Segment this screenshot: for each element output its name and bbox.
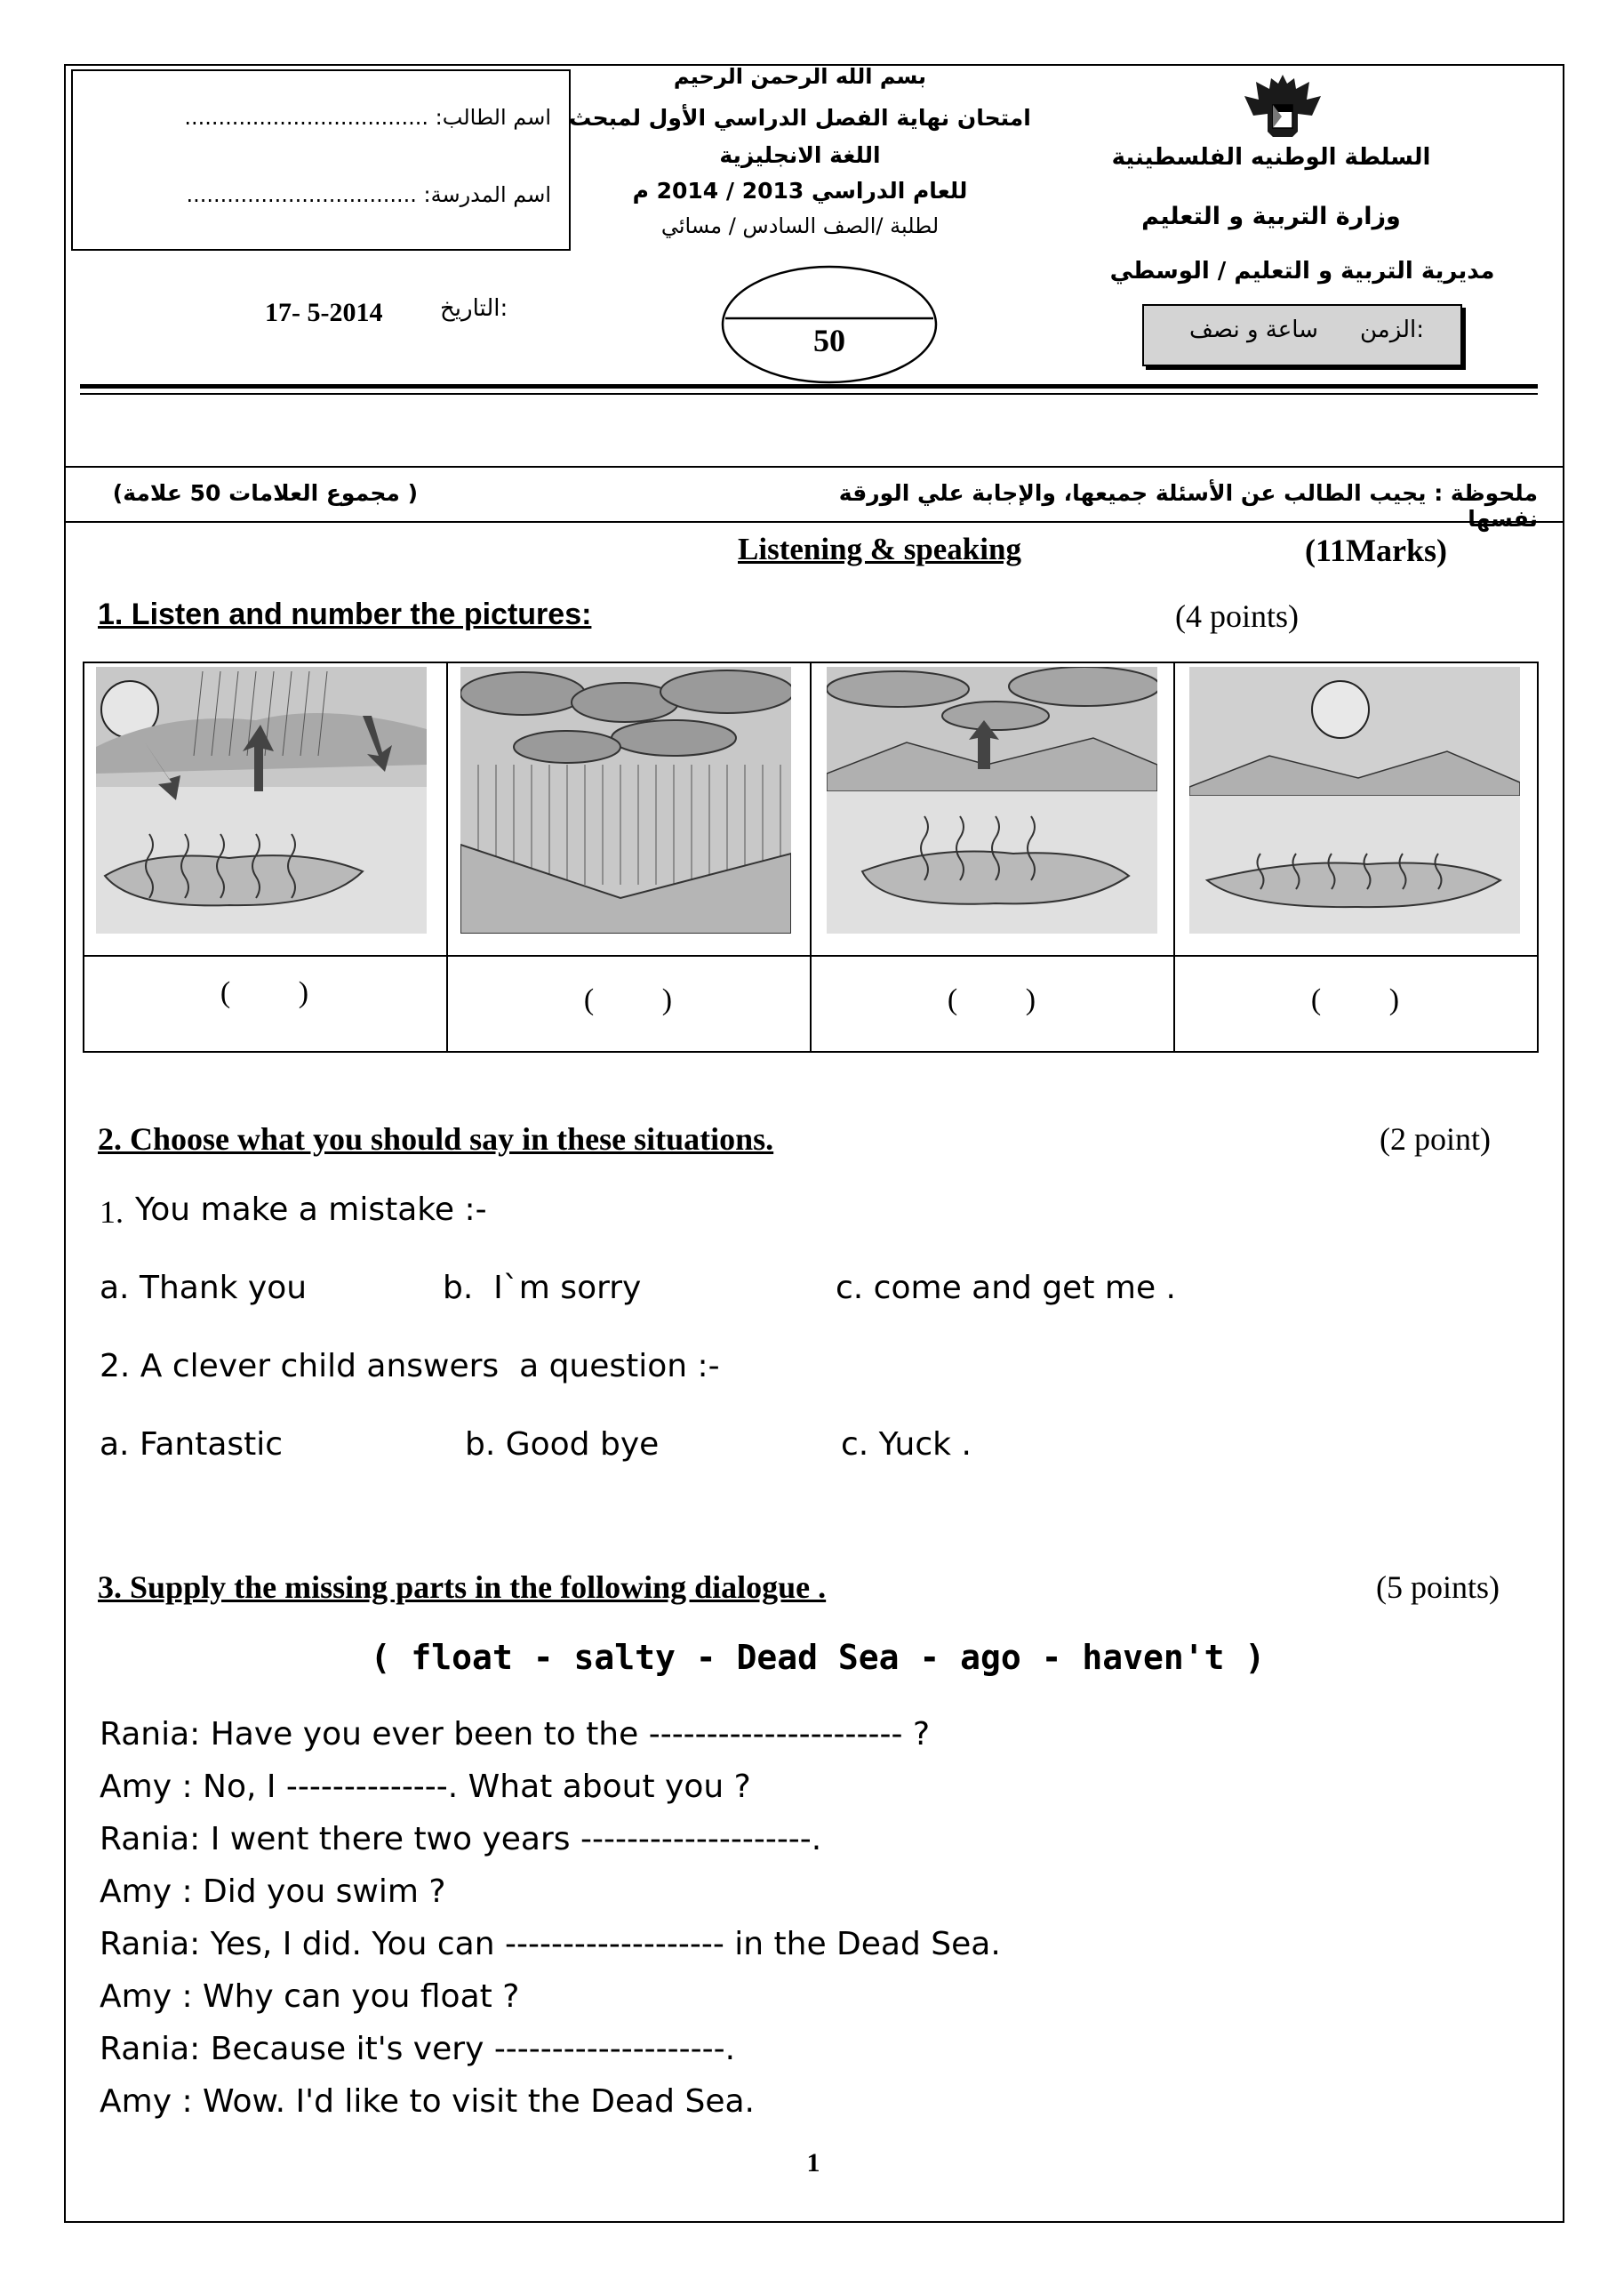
q2-item2-option-b[interactable]: b. Good bye (465, 1426, 660, 1463)
palestinian-eagle-emblem-icon (1243, 69, 1323, 142)
water-cycle-picture-3 (827, 667, 1157, 934)
q3-points: (5 points) (1376, 1569, 1500, 1605)
answer-slot-2[interactable]: ( ) (583, 983, 673, 1016)
q1-title: 1. Listen and number the pictures: (98, 598, 592, 631)
q2-points: (2 point) (1380, 1121, 1491, 1157)
q2-item1-number: 1. (100, 1194, 124, 1230)
answer-slot-1[interactable]: ( ) (220, 976, 309, 1009)
dialogue-line: Amy : Why can you float ? (100, 1978, 520, 2015)
word-bank: ( float - salty - Dead Sea - ago - haven't ) (370, 1638, 1266, 1677)
exam-title: امتحان نهاية الفصل الدراسي الأول لمبحث (569, 105, 1031, 131)
student-name-field[interactable]: اسم الطالب: .................................... (184, 105, 551, 130)
time-value: ساعة و نصف (1189, 317, 1318, 343)
grade: لطلبة /الصف السادس / مسائي (660, 213, 940, 238)
q2-item1-option-a[interactable]: a. Thank you (100, 1270, 308, 1306)
q1-points: (4 points) (1175, 598, 1299, 634)
date-label: التاريخ: (440, 295, 508, 322)
academic-year: للعام الدراسي 2013 / 2014 م (632, 178, 968, 204)
total-score: 50 (813, 323, 845, 358)
authority-name: السلطة الوطنيه الفلسطينية (1111, 144, 1431, 171)
header-rule-thin (80, 393, 1538, 395)
water-cycle-picture-1 (96, 667, 427, 934)
school-name-field[interactable]: اسم المدرسة: .................................. (186, 182, 551, 207)
basmala: بسم الله الرحمن الرحيم (673, 64, 927, 89)
water-cycle-picture-4 (1189, 667, 1520, 934)
total-marks-note: ( مجموع العلامات 50 علامة) (112, 480, 418, 506)
dialogue-line: Amy : Wow. I'd like to visit the Dead Sea. (100, 2083, 755, 2120)
dialogue-line: Rania: Have you ever been to the ---------------------- ? (100, 1716, 931, 1753)
note-top-rule (64, 466, 1563, 468)
section-title: Listening & speaking (738, 532, 1021, 566)
answer-slot-3[interactable]: ( ) (947, 983, 1036, 1016)
dialogue-line: Amy : Did you swim ? (100, 1873, 446, 1910)
q3-title: 3. Supply the missing parts in the following dialogue . (98, 1569, 827, 1605)
q2-item1-option-c[interactable]: c. come and get me . (836, 1270, 1176, 1306)
water-cycle-picture-2 (460, 667, 791, 934)
q2-item1-text: You make a mistake :- (135, 1191, 487, 1228)
time-label: الزمن: (1360, 317, 1424, 343)
dialogue-line: Rania: Because it's very --------------------. (100, 2031, 736, 2067)
instruction-note: ملحوظة : يجيب الطالب عن الأسئلة جميعها، والإجابة علي الورقة نفسها (838, 480, 1538, 532)
dialogue-line: Rania: I went there two years --------------------. (100, 1821, 822, 1857)
date-value: 17- 5-2014 (265, 298, 383, 327)
page-number: 1 (806, 2148, 820, 2178)
q2-item1-option-b[interactable]: b. I`m sorry (443, 1270, 642, 1306)
directorate-name: مديرية التربية و التعليم / الوسطي (1109, 258, 1495, 285)
q2-item2-option-c[interactable]: c. Yuck . (841, 1426, 972, 1463)
section-marks: (11Marks) (1305, 533, 1447, 568)
dialogue-line: Amy : No, I --------------. What about you ? (100, 1769, 751, 1805)
answer-slot-4[interactable]: ( ) (1310, 983, 1400, 1016)
q2-item2-text: 2. A clever child answers a question :- (100, 1348, 720, 1384)
q2-title: 2. Choose what you should say in these situations. (98, 1121, 774, 1157)
subject: اللغة الانجليزية (719, 142, 881, 168)
q2-item2-option-a[interactable]: a. Fantastic (100, 1426, 284, 1463)
table-row-divider (83, 955, 1539, 957)
header-rule-thick (80, 384, 1538, 389)
dialogue-line: Rania: Yes, I did. You can ------------------- in the Dead Sea. (100, 1926, 1001, 1962)
ministry-name: وزارة التربية و التعليم (1141, 203, 1401, 230)
student-info-box (71, 69, 571, 251)
